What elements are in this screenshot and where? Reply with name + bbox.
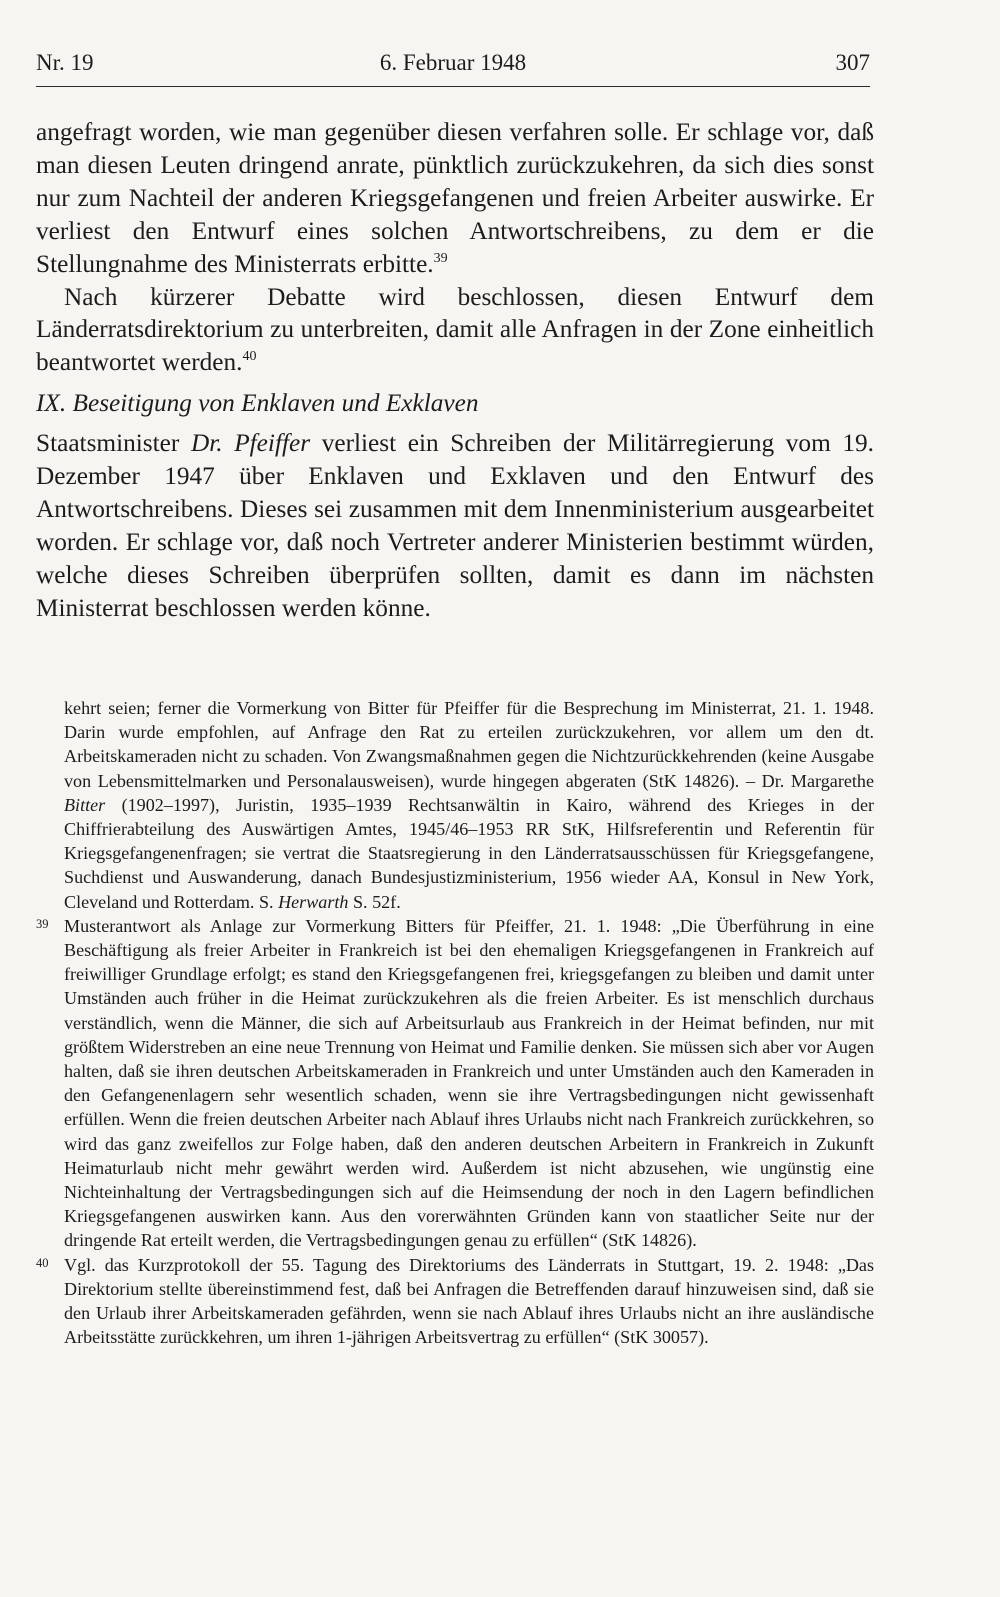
person-name: Dr. Pfeiffer (190, 429, 311, 458)
main-text (36, 116, 874, 625)
footnote-continuation (36, 696, 874, 914)
footnote-ref-39[interactable]: 39 (433, 250, 448, 266)
section-heading: IX. Beseitigung von Enklaven und Exklaven (36, 389, 479, 418)
person-name: Bitter (64, 794, 106, 815)
footnote-text: Musterantwort als Anlage zur Vormerkung Bitters für Pfeiffer, 21. 1. 1948: „Die Überführung in eine Beschäftigung als freier Arbeiter in Frankreich ist bei den ehemaligen Kriegsgefangenen in Frankreich auf freiwilliger Grundlage erfolgt; es stand den Kriegsgefangenen frei, kriegsgefangen zu bleiben und damit unter Umständen auch früher in die Heimat zurückzukehren als die freien Arbeiter. Es ist menschlich durchaus verständlich, wenn die Männer, die sich auf Arbeitsurlaub aus Frankreich in der Heimat befinden, nur mit größtem Widerstreben an eine neue Trennung von Heimat und Familie denken. Sie müssen sich aber vor Augen halten, daß sie ihren deutschen Arbeitskameraden in Frankreich und unter Umständen auch den Kameraden in den Gefangenenlagern sehr wesentlich schaden, wenn sie ihre Vertragsbedingungen nicht gewissenhaft erfüllen. Wenn die freien deutschen Arbeiter nach Ablauf ihres Urlaubs nicht nach Frankreich zurückkehren, so wird das ganz zweifellos zur Folge haben, daß den anderen deutschen Arbeitern in Frankreich in Zukunft Heimaturlaub nicht mehr gewährt werden wird. Außerdem ist nicht abzusehen, wie ungünstig eine Nichteinhaltung der Vertragsbedingungen sich auf die Heimsendung der noch in den Lagern befindlichen Kriegsgefangenen auswirken kann. Aus den vorerwähnten Gründen kann von staatlicher Seite nur der dringende Rat erteilt werden, die Vertragsbedingungen genau zu erfüllen“ (StK 14826). (64, 915, 874, 1251)
footnote-40 (36, 1253, 874, 1350)
paragraph-text: verliest ein Schreiben der Militärregierung vom 19. Dezember 1947 über Enklaven und Exklaven und den Entwurf des Antwortschreibens. Dieses sei zusammen mit dem Innenministerium ausgearbeitet worden. Er schlage vor, daß noch Vertreter anderer Ministerien bestimmt würden, welche dieses Schreiben überprüfen sollten, damit es dann im nächsten Ministerrat beschlossen werden könne. (36, 429, 874, 622)
paragraph-continuation (36, 116, 874, 281)
reference-title: Herwarth (278, 891, 349, 912)
footnote-text: S. 52f. (348, 891, 401, 912)
paragraph-text: Nach kürzerer Debatte wird beschlossen, diesen Entwurf dem Länderratsdirektorium zu unterbreiten, damit alle Anfragen in der Zone einheitlich beantwortet werden. (36, 282, 874, 377)
paragraph-text: angefragt worden, wie man gegenüber diesen verfahren solle. Er schlage vor, daß man diesen Leuten dringend anrate, pünktlich zurückzukehren, da sich dies sonst nur zum Nachteil der anderen Kriegsgefangenen und freien Arbeiter auswirke. Er verliest den Entwurf eines solchen Antwortschreibens, zu dem er die Stellungnahme des Ministerrats erbitte. (36, 118, 874, 278)
footnote-number: 40 (36, 1255, 49, 1270)
paragraph-enclaves (36, 427, 874, 624)
footnote-text: Vgl. das Kurzprotokoll der 55. Tagung des Direktoriums des Länderrats in Stuttgart, 19. 2. 1948: „Das Direktorium stellte übereinstimmend fest, daß bei Anfragen die Betreffenden darauf hinzuweisen sind, daß sie den Urlaub ihrer Arbeitskameraden gefährden, wenn sie nach Ablauf ihres Urlaubs nicht an ihre ausländische Arbeitsstätte zurückkehren, um ihren 1-jährigen Arbeitsvertrag zu erfüllen“ (StK 30057). (64, 1254, 874, 1348)
footnote-number: 39 (36, 916, 49, 931)
issue-date: 6. Februar 1948 (379, 50, 527, 75)
running-head (36, 50, 870, 86)
footnote-39 (36, 914, 874, 1253)
footnote-ref-40[interactable]: 40 (242, 349, 257, 365)
footnotes (36, 696, 874, 1349)
header-rule (36, 86, 870, 87)
footnote-text: kehrt seien; ferner die Vormerkung von Bitter für Pfeiffer für die Besprechung im Ministerrat, 21. 1. 1948. Darin wurde empfohlen, auf Anfrage den Rat zu erteilen zurückzukehren, vor allem um den dt. Arbeitskameraden nicht zu schaden. Von Zwangsmaßnahmen gegen die Nichtzurückkehrenden (keine Ausgabe von Lebensmittelmarken und Personalausweisen), wurde hingegen abgeraten (StK 14826). – Dr. Margarethe (64, 698, 874, 791)
footnote-text: (1902–1997), Juristin, 1935–1939 Rechtsanwältin in Kairo, während des Krieges in der Chiffrierabteilung des Auswärtigen Amtes, 1945/46–1953 RR StK, Hilfsreferentin und Referentin für Kriegsgefangenenfragen; sie vertrat die Staatsregierung in den Länderratsausschüssen für Kriegsgefangene, Suchdienst und Auswanderung, danach Bundesjustizministerium, 1956 wieder AA, Konsul in New York, Cleveland und Rotterdam. S. (64, 794, 874, 912)
issue-number: Nr. 19 (36, 50, 94, 75)
paragraph-decision (36, 281, 874, 380)
paragraph-text: Staatsminister (36, 429, 191, 458)
page-number: 307 (835, 50, 870, 75)
